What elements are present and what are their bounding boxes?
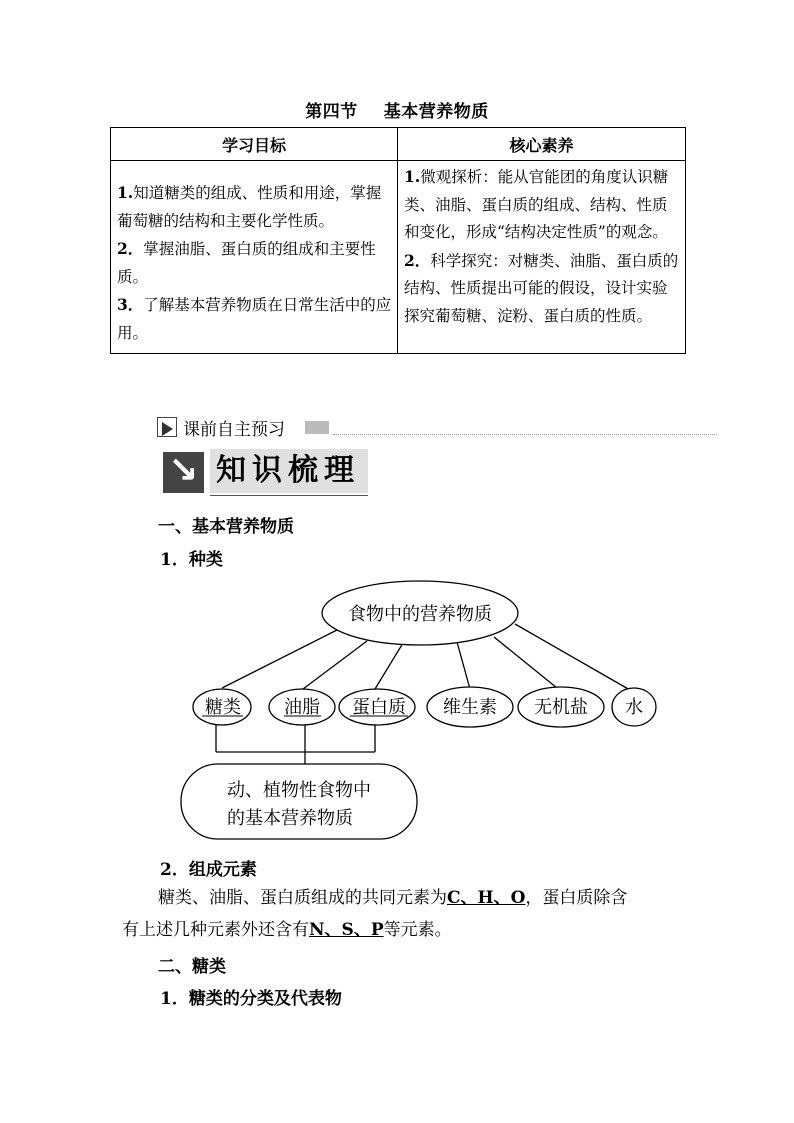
objective-item: 3．了解基本营养物质在日常生活中的应用。	[117, 295, 392, 342]
col-header-objectives: 学习目标	[111, 128, 398, 161]
objective-item: 2．掌握油脂、蛋白质的组成和主要性质。	[117, 239, 376, 286]
preview-label: 课前自主预习	[183, 420, 285, 440]
col-header-competencies: 核心素养	[398, 128, 686, 161]
common-elements: C、H、O	[447, 888, 526, 908]
section2-heading: 二、糖类	[158, 957, 226, 977]
child-label-water: 水	[625, 697, 643, 718]
knowledge-banner-label: 知识梳理	[210, 449, 368, 493]
objective-item: 1.知道糖类的组成、性质和用途，掌握葡萄糖的结构和主要化学性质。	[117, 183, 382, 230]
elements-paragraph-line2: 有上述几种元素外还含有N、S、P等元素。	[122, 920, 452, 940]
competency-item: 2．科学探究：对糖类、油脂、蛋白质的结构、性质提出可能的假设，设计实验探究葡萄糖、淀粉、蛋白质的性质。	[404, 250, 679, 325]
arrow-right-icon: ↘	[163, 452, 204, 493]
child-label-fats: 油脂	[284, 697, 320, 718]
section-name: 基本营养物质	[383, 102, 489, 122]
group-label-line1: 动、植物性食物中	[227, 780, 371, 801]
section1-sub2: 2．组成元素	[160, 860, 257, 880]
group-label-line2: 的基本营养物质	[227, 808, 353, 829]
section-number: 第四节	[305, 102, 358, 122]
elements-paragraph-line1: 糖类、油脂、蛋白质组成的共同元素为C、H、O，蛋白质除含	[158, 888, 628, 908]
extra-elements: N、S、P	[309, 920, 384, 940]
child-label-minerals: 无机盐	[534, 697, 588, 718]
competency-item: 1.微观探析：能从官能团的角度认识糖类、油脂、蛋白质的组成、结构、性质和变化，形成“结构决定性质”的观念。	[404, 167, 669, 241]
child-label-carbs: 糖类	[205, 697, 241, 718]
section1-sub1: 1．种类	[160, 550, 223, 570]
child-label-vitamin: 维生素	[443, 697, 497, 718]
section2-sub1: 1．糖类的分类及代表物	[160, 989, 342, 1009]
child-label-protein: 蛋白质	[352, 697, 406, 718]
section1-heading: 一、基本营养物质	[158, 517, 294, 537]
root-label: 食物中的营养物质	[348, 604, 492, 625]
